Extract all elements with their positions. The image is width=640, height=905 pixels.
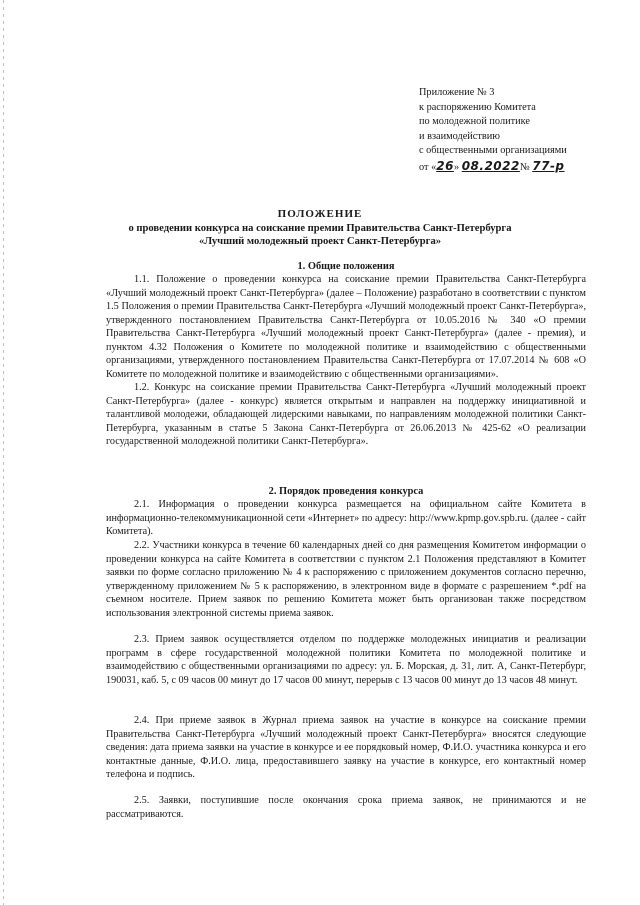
paragraph-1-1: 1.1. Положение о проведении конкурса на соискание премии Правительства Санкт-Петербурга «Лучший молодежный проект Санкт-Петербурга» (далее – Положение) разработано в соответствии с пунктом 1.5 Положения о премии Правительства Санкт-Петербурга «Лучший молодежный проект Санкт-Петербурга», утвержденного постановлением Правительства Санкт-Петербурга от 10.05.2016 № 340 «О премии Правительства Санкт-Петербурга «Лучший молодежный проект Санкт-Петербурга» (далее - премия), и пунктом 4.32 Положения о Комитете по молодежной политике и взаимодействию с общественными организациями, утвержденного постановлением Правительства Санкт-Петербурга от 17.07.2014 № 608 «О Комитете по молодежной политике и взаимодействию с общественными организациями». bbox=[106, 274, 586, 380]
paragraph-2-4: 2.4. При приеме заявок в Журнал приема заявок на участие в конкурсе на соискание премии Правительства Санкт-Петербурга «Лучший молодежный проект Санкт-Петербурга» вносятся следующие сведения: дата приема заявки на участие в конкурсе и ее порядковый номер, Ф.И.О. участника конкурса и его контактные данные, Ф.И.О. лица, предоставившего заявку на участие в конкурсе, его контактный номер телефона и подпись. bbox=[106, 715, 586, 781]
annex-line: с общественными организациями bbox=[419, 145, 567, 156]
annex-date-line bbox=[419, 159, 599, 176]
number-sign: № bbox=[519, 161, 530, 173]
paragraph-1-2: 1.2. Конкурс на соискание премии Правительства Санкт-Петербурга «Лучший молодежный проект Санкт-Петербурга» (далее - конкурс) является открытым и направлен на поддержку инициативной и талантливой молодежи, обладающей лидерскими навыками, по направлениям молодежной политики Санкт-Петербурга, указанным в статье 5 Закона Санкт-Петербурга от 26.06.2013 № 425-62 «О реализации государственной молодежной политики Санкт-Петербурга». bbox=[106, 382, 586, 448]
date-sep: » bbox=[453, 161, 460, 173]
scan-edge bbox=[3, 0, 4, 905]
annex-line: по молодежной политике bbox=[419, 116, 530, 127]
title-subline: «Лучший молодежный проект Санкт-Петербурга» bbox=[198, 236, 442, 247]
title-heading: ПОЛОЖЕНИЕ bbox=[277, 208, 363, 220]
date-month-year: 08.2022 bbox=[461, 158, 520, 173]
annex-line: к распоряжению Комитета bbox=[419, 101, 536, 113]
paragraph-2-5: 2.5. Заявки, поступившие после окончания срока приема заявок, не принимаются и не рассматриваются. bbox=[106, 795, 586, 820]
order-number: 77-р bbox=[532, 158, 565, 173]
paragraph-2-1: 2.1. Информация о проведении конкурса размещается на официальном сайте Комитета в информационно-телекоммуникационной сети «Интернет» по адресу: http://www.kpmp.gov.spb.ru. (далее - сайт Комитета). bbox=[106, 499, 586, 538]
annex-number: Приложение № 3 bbox=[419, 87, 495, 98]
paragraph-2-2: 2.2. Участники конкурса в течение 60 календарных дней со дня размещения Комитетом информации о проведении конкурса на сайте Комитета в соответствии с пунктом 2.1 Положения представляют в Комитет заявки по форме согласно приложению № 4 к распоряжению с приложением документов согласно перечню, утвержденному приложением № 5 к распоряжению, в электронном виде в формате с разрешением *.pdf на съемном носителе. Прием заявок по решению Комитета может быть организован также посредством использования электронной системы приема заявок. bbox=[106, 540, 586, 619]
annex-line: и взаимодействию bbox=[419, 130, 500, 142]
section-heading: 2. Порядок проведения конкурса bbox=[268, 486, 424, 497]
annex-block bbox=[419, 86, 599, 175]
document-title bbox=[110, 208, 530, 249]
title-subline: о проведении конкурса на соискание премии Правительства Санкт-Петербурга bbox=[128, 222, 512, 234]
section-heading: 1. Общие положения bbox=[297, 261, 395, 272]
date-prefix: от « bbox=[419, 161, 437, 173]
paragraph-2-3: 2.3. Прием заявок осуществляется отделом по поддержке молодежных инициатив и реализации программ в сфере государственной молодежной политики Комитета по молодежной политике и взаимодействию с общественными организациями по адресу: ул. Б. Морская, д. 31, лит. А, Санкт-Петербург, 190031, каб. 5, с 09 часов 00 минут до 17 часов 00 минут, перерыв с 13 часов 00 минут до 13 часов 48 минут. bbox=[106, 634, 586, 686]
date-day: 26 bbox=[436, 158, 454, 173]
